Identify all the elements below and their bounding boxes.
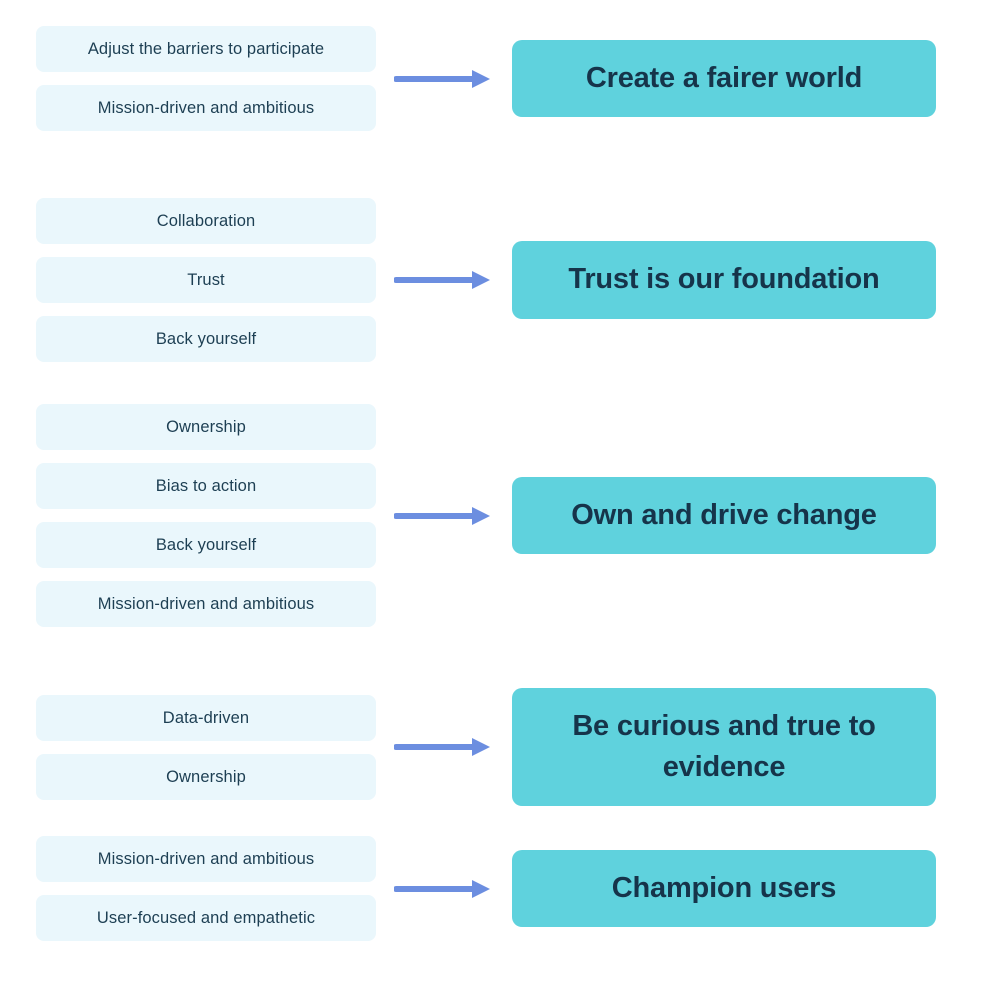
input-chip: Back yourself xyxy=(36,522,376,568)
input-chip-list xyxy=(0,26,376,131)
outcome-card: Be curious and true to evidence xyxy=(512,688,936,806)
input-chip: Ownership xyxy=(36,404,376,450)
input-chip: Mission-driven and ambitious xyxy=(36,581,376,627)
input-chip: Mission-driven and ambitious xyxy=(36,85,376,131)
input-chip: Bias to action xyxy=(36,463,376,509)
outcome-card: Own and drive change xyxy=(512,477,936,554)
input-chip: Adjust the barriers to participate xyxy=(36,26,376,72)
input-chip: Data-driven xyxy=(36,695,376,741)
arrow-right-icon xyxy=(394,877,494,901)
arrow-right-icon xyxy=(394,735,494,759)
arrow-right-icon xyxy=(394,67,494,91)
input-chip-list xyxy=(0,836,376,941)
mapping-group xyxy=(0,836,996,941)
input-chip-list xyxy=(0,198,376,362)
input-chip: Back yourself xyxy=(36,316,376,362)
mapping-group xyxy=(0,26,996,131)
input-chip: Ownership xyxy=(36,754,376,800)
outcome-container xyxy=(512,477,996,554)
input-chip: User-focused and empathetic xyxy=(36,895,376,941)
arrow-container xyxy=(376,504,512,528)
input-chip: Collaboration xyxy=(36,198,376,244)
arrow-container xyxy=(376,268,512,292)
mapping-group xyxy=(0,404,996,627)
input-chip-list xyxy=(0,404,376,627)
input-chip-list xyxy=(0,695,376,800)
mapping-group xyxy=(0,688,996,806)
arrow-container xyxy=(376,735,512,759)
outcome-container xyxy=(512,40,996,117)
arrow-container xyxy=(376,877,512,901)
arrow-container xyxy=(376,67,512,91)
outcome-card: Trust is our foundation xyxy=(512,241,936,318)
arrow-right-icon xyxy=(394,268,494,292)
outcome-card: Create a fairer world xyxy=(512,40,936,117)
outcome-container xyxy=(512,241,996,318)
input-chip: Mission-driven and ambitious xyxy=(36,836,376,882)
outcome-container xyxy=(512,688,996,806)
input-chip: Trust xyxy=(36,257,376,303)
outcome-container xyxy=(512,850,996,927)
outcome-card: Champion users xyxy=(512,850,936,927)
mapping-group xyxy=(0,198,996,362)
arrow-right-icon xyxy=(394,504,494,528)
